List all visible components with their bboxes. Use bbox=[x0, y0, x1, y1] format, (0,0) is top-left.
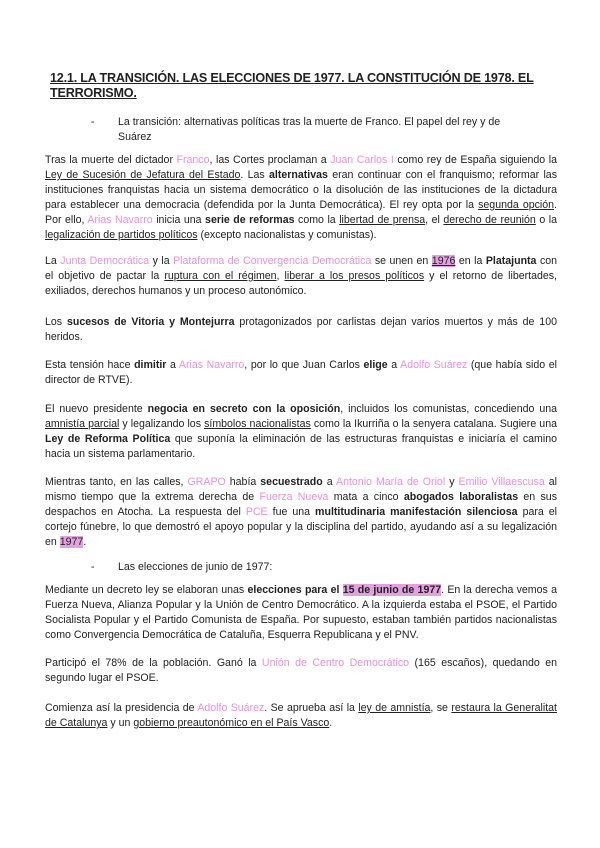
link-grapo[interactable]: GRAPO bbox=[187, 476, 226, 488]
liberar-presos: liberar a los presos políticos bbox=[284, 269, 425, 282]
paragraph-muerte-franco: Tras la muerte del dictador Franco, las Cortes proclaman a Juan Carlos I como rey de España siguiendo la Ley de Sucesión de Jefatura del Estado. Las alternativas eran continuar con el franquismo; reformar las instituciones franquistas hacia un sistema democrático o la disolución de las instituciones de la dictadura para establecer una democracia (defendida por la Junta Democrática). El rey opta por la segunda opción. Por ello, Arias Navarro inicia una serie de reformas como la libertad de prensa, el derecho de reunión o la legalización de partidos políticos (excepto nacionalistas y comunistas). bbox=[45, 154, 557, 241]
simbolos-nacionalistas: símbolos nacionalistas bbox=[204, 417, 311, 430]
bullet-item-elecciones bbox=[91, 560, 518, 575]
derecho-reunion: derecho de reunión bbox=[443, 213, 536, 226]
term-negocia: negocia en secreto con la oposición bbox=[147, 403, 341, 415]
term-abogados: abogados laboralistas bbox=[403, 490, 519, 503]
link-pce[interactable]: PCE bbox=[245, 505, 268, 518]
bullet-dash: - bbox=[91, 116, 95, 128]
paragraph-grapo: Mientras tanto, en las calles, GRAPO había secuestrado a Antonio María de Oriol y Emilio Villaescusa al mismo tiempo que la extrema derecha de Fuerza Nueva mata a cinco abogados laboralistas en sus despachos en Atocha. La respuesta del PCE fue una multitudinaria manifestación silenciosa para el cortejo fúnebre, lo que demostró el apoyo popular y la disciplina del partido, ayudando así a su legalización en 1977. bbox=[45, 476, 558, 548]
bullet-dash: - bbox=[91, 561, 95, 573]
term-alternativas: alternativas bbox=[269, 168, 328, 181]
link-arias-navarro-2[interactable]: Arias Navarro bbox=[178, 359, 245, 371]
bullet-item-transicion bbox=[91, 115, 518, 145]
segunda-opcion: segunda opción bbox=[478, 198, 555, 211]
paragraph-nuevo-presidente: El nuevo presidente negocia en secreto con la oposición, incluidos los comunistas, concediendo una amnistía parcial y legalizando los símbolos nacionalistas como la Ikurriña o la senyera catalana. Sugiere una Ley de Reforma Política que suponía la eliminación de las estructuras franquistas e iniciaría el camino hacia un sistema parlamentario. bbox=[45, 403, 557, 460]
term-sucesos: sucesos de Vitoria y Montejurra bbox=[66, 316, 235, 328]
ley-sucesion: Ley de Sucesión de Jefatura del Estado bbox=[45, 168, 241, 181]
term-ley-reforma: Ley de Reforma Política bbox=[45, 432, 171, 445]
term-elige: elige bbox=[363, 359, 388, 371]
link-franco[interactable]: Franco bbox=[176, 154, 210, 166]
year-highlight-1976: 1976 bbox=[431, 255, 456, 267]
paragraph-sucesos: Los sucesos de Vitoria y Montejurra protagonizados por carlistas dejan varios muertos y más de 100 heridos. bbox=[45, 316, 557, 343]
link-ucd[interactable]: Unión de Centro Democrático bbox=[261, 657, 410, 669]
link-plataforma-convergencia[interactable]: Plataforma de Convergencia Democrática bbox=[173, 255, 372, 267]
gobierno-preautonomico: gobierno preautonómico en el País Vasco bbox=[133, 716, 330, 729]
term-manifestacion: multitudinaria manifestación silenciosa bbox=[315, 505, 518, 518]
libertad-prensa: libertad de prensa bbox=[339, 213, 426, 226]
ruptura-regimen: ruptura con el régimen bbox=[164, 269, 277, 282]
link-adolfo-suarez-2[interactable]: Adolfo Suárez bbox=[197, 702, 265, 714]
link-arias-navarro[interactable]: Arias Navarro bbox=[87, 213, 153, 226]
paragraph-decreto-ley: Mediante un decreto ley se elaboran unas elecciones para el 15 de junio de 1977. En la derecha vemos a Fuerza Nueva, Alianza Popular y la Unión de Centro Democrático. A la izquierda estaba el PSOE, el Partido Socialista Popular y el Partido Comunista de España. Por supuesto, estaban también partidos nacionalistas como Convergencia Democrática de Cataluña, Esquerra Republicana y el PNV. bbox=[45, 584, 557, 641]
legalizacion-partidos: legalización de partidos políticos bbox=[45, 228, 198, 241]
term-dimitir: dimitir bbox=[134, 359, 167, 371]
section-title: 12.1. LA TRANSICIÓN. LAS ELECCIONES DE 1977. LA CONSTITUCIÓN DE 1978. EL TERRORISMO. bbox=[50, 71, 534, 100]
paragraph-dimision: Esta tensión hace dimitir a Arias Navarro, por lo que Juan Carlos elige a Adolfo Suárez (que había sido el director de RTVE). bbox=[45, 359, 557, 386]
paragraph-platajunta: La Junta Democrática y la Plataforma de Convergencia Democrática se unen en 1976 en la Platajunta con el objetivo de pactar la ruptura con el régimen, liberar a los presos políticos y el retorno de libertades, exiliados, derechos humanos y un proceso autonómico. bbox=[45, 255, 558, 297]
link-emilio-villaescusa[interactable]: Emilio Villaescusa bbox=[458, 476, 545, 488]
term-platajunta: Platajunta bbox=[485, 255, 537, 267]
date-highlight: 15 de junio de 1977 bbox=[342, 584, 442, 596]
restaura-generalitat: restaura la Generalitat de Catalunya bbox=[45, 702, 557, 729]
paragraph-participacion: Participó el 78% de la población. Ganó la Unión de Centro Democrático (165 escaños), quedando en segundo lugar el PSOE. bbox=[45, 657, 557, 684]
term-elecciones: elecciones para el bbox=[247, 584, 343, 596]
year-highlight-1977: 1977 bbox=[59, 535, 84, 548]
ley-amnistia: ley de amnistía bbox=[358, 702, 431, 714]
bullet-text: Las elecciones de junio de 1977: bbox=[118, 561, 273, 573]
link-antonio-oriol[interactable]: Antonio María de Oriol bbox=[336, 476, 446, 488]
term-secuestrado: secuestrado bbox=[260, 476, 323, 488]
term-serie-reformas: serie de reformas bbox=[205, 213, 295, 226]
bullet-text: La transición: alternativas políticas tras la muerte de Franco. El papel del rey y de Suárez bbox=[118, 116, 501, 143]
link-fuerza-nueva[interactable]: Fuerza Nueva bbox=[259, 490, 329, 503]
link-adolfo-suarez[interactable]: Adolfo Suárez bbox=[400, 359, 468, 371]
link-junta-democratica[interactable]: Junta Democrática bbox=[60, 255, 150, 267]
link-juan-carlos[interactable]: Juan Carlos I bbox=[330, 154, 394, 166]
paragraph-presidencia: Comienza así la presidencia de Adolfo Suárez. Se aprueba así la ley de amnistía, se restaura la Generalitat de Catalunya y un gobierno preautonómico en el País Vasco. bbox=[45, 702, 557, 729]
amnistia-parcial: amnistía parcial bbox=[45, 417, 120, 430]
